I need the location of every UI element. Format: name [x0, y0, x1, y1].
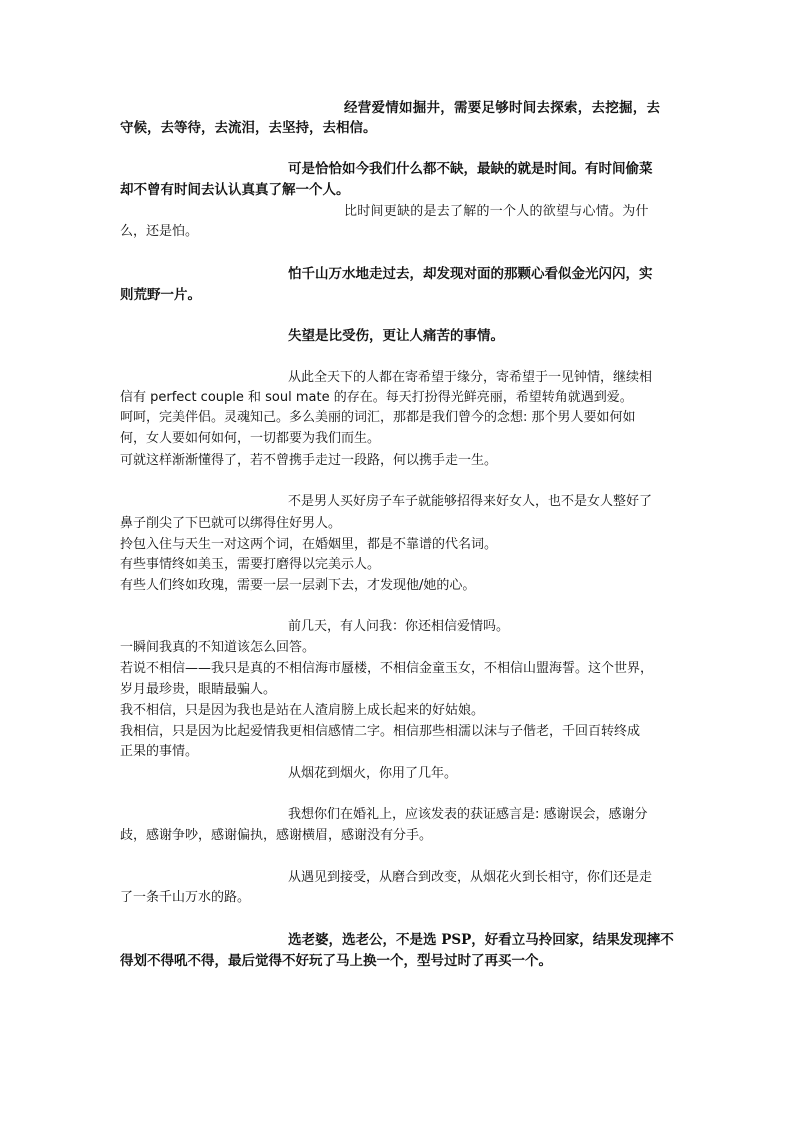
paragraph-line: 则荒野一片。 [120, 287, 201, 303]
paragraph-line: 选老婆，选老公，不是选 PSP，好看立马拎回家，结果发现摔不 [288, 932, 674, 948]
paragraph-line: 我想你们在婚礼上，应该发表的获证感言是: 感谢误会，感谢分 [288, 807, 648, 822]
paragraph-line: 歧，感谢争吵，感谢偏执，感谢横眉，感谢没有分手。 [120, 828, 433, 843]
paragraph-line: 从烟花到烟火，你用了几年。 [288, 766, 458, 781]
paragraph-line: 正果的事情。 [120, 744, 199, 759]
paragraph-line: 前几天，有人问我：你还相信爱情吗。 [288, 619, 510, 634]
paragraph-line: 呵呵，完美伴侣。灵魂知己。多么美丽的词汇，那都是我们曾今的念想: 那个男人要如何如 [120, 410, 636, 425]
paragraph-line: 么，还是怕。 [120, 224, 199, 239]
paragraph-line: 得划不得吼不得，最后觉得不好玩了马上换一个，型号过时了再买一个。 [120, 953, 552, 969]
paragraph-line: 从遇见到接受，从磨合到改变，从烟花火到长相守，你们还是走 [288, 870, 653, 885]
paragraph-line: 我相信，只是因为比起爱情我更相信感情二字。相信那些相濡以沫与子偕老，千回百转终成 [120, 724, 641, 739]
paragraph-line: 有些人们终如玫瑰，需要一层一层剥下去，才发现他/她的心。 [120, 578, 476, 593]
paragraph-line: 何，女人要如何如何，一切都要为我们而生。 [120, 431, 381, 446]
paragraph-line: 从此全天下的人都在寄希望于缘分，寄希望于一见钟情，继续相 [288, 370, 653, 385]
paragraph-line: 守候，去等待，去流泪，去坚持，去相信。 [120, 120, 377, 136]
paragraph-line: 有些事情终如美玉，需要打磨得以完美示人。 [120, 557, 381, 572]
paragraph-line: 岁月最珍贵，眼睛最骗人。 [120, 682, 277, 697]
paragraph-line: 鼻子削尖了下巴就可以绑得住好男人。 [120, 516, 342, 531]
paragraph-line: 怕千山万水地走过去，却发现对面的那颗心看似金光闪闪，实 [288, 266, 653, 282]
paragraph-line: 可是恰恰如今我们什么都不缺，最缺的就是时间。有时间偷菜 [288, 161, 653, 177]
paragraph-line: 经营爱情如掘井，需要足够时间去探索，去挖掘，去 [344, 100, 661, 116]
paragraph-line: 可就这样渐渐懂得了，若不曾携手走过一段路，何以携手走一生。 [120, 453, 498, 468]
paragraph-line: 不是男人买好房子车子就能够招得来好女人，也不是女人整好了 [288, 494, 653, 509]
paragraph-line: 我不相信，只是因为我也是站在人渣肩膀上成长起来的好姑娘。 [120, 703, 485, 718]
paragraph-line: 一瞬间我真的不知道该怎么回答。 [120, 640, 316, 655]
paragraph-line: 若说不相信——我只是真的不相信海市蜃楼，不相信金童玉女，不相信山盟海誓。这个世界， [120, 661, 654, 676]
paragraph-line: 却不曾有时间去认认真真了解一个人。 [120, 182, 350, 198]
paragraph-line: 拎包入住与天生一对这两个词，在婚姻里，都是不靠谱的代名词。 [120, 537, 498, 552]
paragraph-line: 信有 perfect couple 和 soul mate 的存在。每天打扮得光鲜亮丽，希望转角就遇到爱。 [120, 390, 633, 405]
paragraph-line: 比时间更缺的是去了解的一个人的欲望与心情。为什 [344, 204, 649, 219]
paragraph-line: 失望是比受伤，更让人痛苦的事情。 [288, 328, 504, 344]
paragraph-line: 了一条千山万水的路。 [120, 890, 251, 905]
